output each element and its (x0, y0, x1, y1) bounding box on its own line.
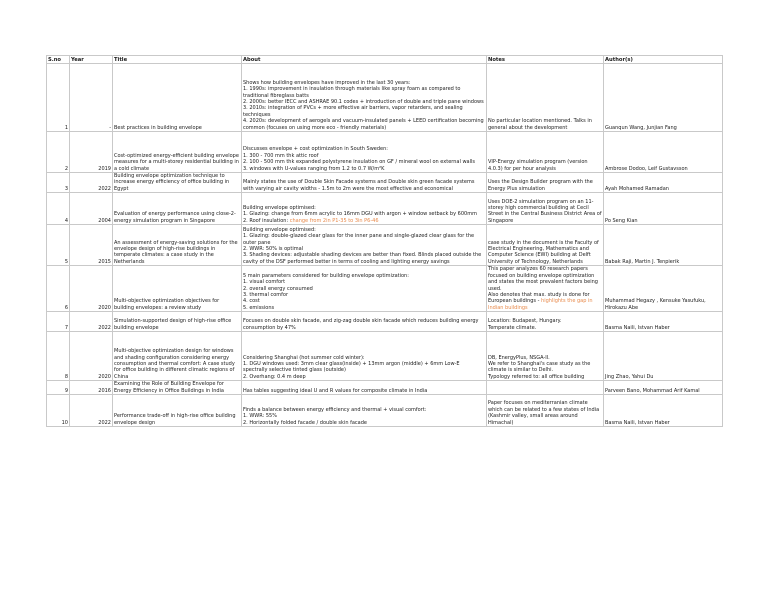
header-about[interactable]: About (242, 56, 487, 64)
cell-about[interactable]: Building envelope optimised: 1. Glazing: double-glazed clear glass for the inner pane and single-glazed clear glass for the outer pane 2. WWR: 50% is optimal 3. Shading devices: adjustable shading devices are better than fixed. Blinds placed outside the cavity of the DSF performed better in terms of cooling and lighting energy savings (242, 225, 487, 266)
cell-about[interactable]: Finds a balance between energy efficiency and thermal + visual comfort: 1. WWR: 55% 2. Horizontally folded facade / double skin facade (242, 395, 487, 427)
cell-notes[interactable]: Uses the Design Builder program with the Energy Plus simulation (487, 173, 604, 193)
cell-authors[interactable]: Basma Naili, Istvan Haber (604, 395, 723, 427)
cell-title[interactable]: Multi-objective optimization design for windows and shading configuration considering energy consumption and thermal comfort: A case study for office building in different climatic regions of China (113, 332, 242, 381)
table-row (47, 225, 723, 266)
cell-year[interactable]: 2015 (70, 225, 113, 266)
cell-notes[interactable]: case study in the document is the Faculty of Electrical Engineering, Mathematics and Computer Science (EWI) building at Delft University of Technology, Netherlands (487, 225, 604, 266)
cell-notes[interactable]: Location: Budapest, Hungary. Temperate climate. (487, 312, 604, 332)
cell-notes[interactable]: Uses DOE-2 simulation program on an 11-storey high commercial building at Cecil Street in the Central Business District Area of Singapore (487, 193, 604, 225)
cell-authors[interactable]: Po Seng Kian (604, 193, 723, 225)
cell-authors[interactable]: Parveen Bano, Mohammad Arif Kamal (604, 381, 723, 395)
cell-authors[interactable]: Guanqun Wang, Junjian Fang (604, 64, 723, 132)
highlighted-text: change from 2in P1-35 to 3in P6-46 (289, 217, 379, 224)
cell-notes[interactable]: Paper focuses on mediterranian climate which can be related to a few states of India (Kashmir valley, small areas around Himachal) (487, 395, 604, 427)
cell-title[interactable]: Best practices in building envelope (113, 64, 242, 132)
cell-sno[interactable]: 7 (47, 312, 70, 332)
cell-authors[interactable]: Muhammad Hegazy , Kensuke Yasufuku, Hirokazu Abe (604, 266, 723, 312)
header-sno[interactable]: S.no (47, 56, 70, 64)
cell-title[interactable]: Multi-objective optimization objectives for building envelopes: a review study (113, 266, 242, 312)
cell-notes[interactable]: VIP-Energy simulation program (version 4.0.3) for per hour analysis (487, 132, 604, 173)
cell-sno[interactable]: 2 (47, 132, 70, 173)
cell-title[interactable]: An assessment of energy-saving solutions for the envelope design of high-rise buildings in temperate climates: a case study in the Netherlands (113, 225, 242, 266)
cell-about[interactable]: Building envelope optimised: 1. Glazing: change from 6mm acrylic to 16mm DGU with argon + window setback by 600mm 2. Roof insulation: change from 2in P1-35 to 3in P6-46 (242, 193, 487, 225)
table-row (47, 132, 723, 173)
cell-notes[interactable]: DB, EnergyPlus, NSGA-II. We refer to Shanghai's case study as the climate is similar to Delhi. Typology referred to: all office building (487, 332, 604, 381)
header-authors[interactable]: Author(s) (604, 56, 723, 64)
cell-sno[interactable]: 1 (47, 64, 70, 132)
header-row (47, 56, 723, 64)
cell-about[interactable]: Mainly states the use of Double Skin Facade systems and Double skin green facade systems with varying air cavity widths - 1.5m to 2m were the most effective and economical (242, 173, 487, 193)
cell-year[interactable]: 2022 (70, 173, 113, 193)
cell-title[interactable]: Building envelope optimization technique to increase energy efficiency of office building in Egypt (113, 173, 242, 193)
cell-sno[interactable]: 5 (47, 225, 70, 266)
cell-about[interactable]: Shows how building envelopes have improved in the last 30 years: 1. 1990s: improvement in insulation through materials like spray foam as compared to traditional fibreglass batts 2. 2000s: better IECC and ASHRAE 90.1 codes + introduction of double and triple pane windows 3. 2010s: integration of PVCs + more effective air barriers, vapor retarders, and sealing techniques 4. 2020s: development of aerogels and vacuum-insulated panels + LEED certification becoming common (focuses on using more eco - friendly materials) (242, 64, 487, 132)
cell-year[interactable]: - (70, 64, 113, 132)
table-row (47, 312, 723, 332)
cell-title[interactable]: Cost-optimized energy-efficient building envelope measures for a multi-storey residential building in a cold climate (113, 132, 242, 173)
table-row (47, 64, 723, 132)
header-notes[interactable]: Notes (487, 56, 604, 64)
cell-about[interactable]: Considering Shanghai (hot summer cold winter): 1. DGU windows used: 3mm clear glass(inside) + 13mm argon (middle) + 6mm Low-E spectrally selective tinted glass (outside) 2. Overhang: 0.4 m deep (242, 332, 487, 381)
cell-authors[interactable]: Jing Zhao, Yahui Du (604, 332, 723, 381)
cell-year[interactable]: 2022 (70, 395, 113, 427)
cell-notes[interactable] (487, 381, 604, 395)
cell-authors[interactable]: Basma Naili, Istvan Haber (604, 312, 723, 332)
cell-title[interactable]: Evaluation of energy performance using close-2-energy simulation program in Singapore (113, 193, 242, 225)
cell-title[interactable]: Performance trade-off in high-rise office building envelope design (113, 395, 242, 427)
cell-sno[interactable]: 4 (47, 193, 70, 225)
table-row (47, 266, 723, 312)
cell-sno[interactable]: 3 (47, 173, 70, 193)
cell-year[interactable]: 2019 (70, 132, 113, 173)
references-table (46, 55, 723, 427)
table-row (47, 193, 723, 225)
cell-authors[interactable]: Ayah Mohamed Ramadan (604, 173, 723, 193)
cell-sno[interactable]: 9 (47, 381, 70, 395)
cell-authors[interactable]: Babak Raji, Martin J. Tenpierik (604, 225, 723, 266)
cell-about[interactable]: Has tables suggesting ideal U and R values for composite climate in India (242, 381, 487, 395)
cell-year[interactable]: 2016 (70, 381, 113, 395)
cell-year[interactable]: 2004 (70, 193, 113, 225)
cell-title[interactable]: Examining the Role of Building Envelope for Energy Efficiency in Office Buildings in India (113, 381, 242, 395)
cell-notes[interactable]: This paper analyzes 60 research papers focused on building envelope optimization and states the most prevalent factors being used. Also denotes that max. study is done for European buildings - highlights the gap in Indian buildings (487, 266, 604, 312)
cell-year[interactable]: 2020 (70, 266, 113, 312)
cell-title[interactable]: Simulation-supported design of high-rise office building envelope (113, 312, 242, 332)
table-row (47, 395, 723, 427)
cell-sno[interactable]: 10 (47, 395, 70, 427)
table-row (47, 173, 723, 193)
header-year[interactable]: Year (70, 56, 113, 64)
cell-about[interactable]: Discusses envelope + cost optimization in South Sweden: 1. 300 - 700 mm thk attic roof 2. 100 - 500 mm thk expanded polystyrene insulation on GF / mineral wool on external walls 3. windows with U-values ranging from 1.2 to 0.7 W/m²K (242, 132, 487, 173)
table-row (47, 381, 723, 395)
cell-year[interactable]: 2020 (70, 332, 113, 381)
cell-sno[interactable]: 8 (47, 332, 70, 381)
highlighted-text: highlights the gap in Indian buildings (488, 298, 593, 311)
cell-about[interactable]: Focuses on double skin facade, and zig-zag double skin facade which reduces building energy consumption by 47% (242, 312, 487, 332)
table-row (47, 332, 723, 381)
header-title[interactable]: Title (113, 56, 242, 64)
cell-notes[interactable]: No particular location mentioned. Talks in general about the development (487, 64, 604, 132)
cell-sno[interactable]: 6 (47, 266, 70, 312)
cell-authors[interactable]: Ambrose Dodoo, Leif Gustavsson (604, 132, 723, 173)
cell-about[interactable]: 5 main parameters considered for building envelope optimization: 1. visual comfort 2. overall energy consumed 3. thermal comfor 4. cost 5. emissions (242, 266, 487, 312)
cell-year[interactable]: 2022 (70, 312, 113, 332)
